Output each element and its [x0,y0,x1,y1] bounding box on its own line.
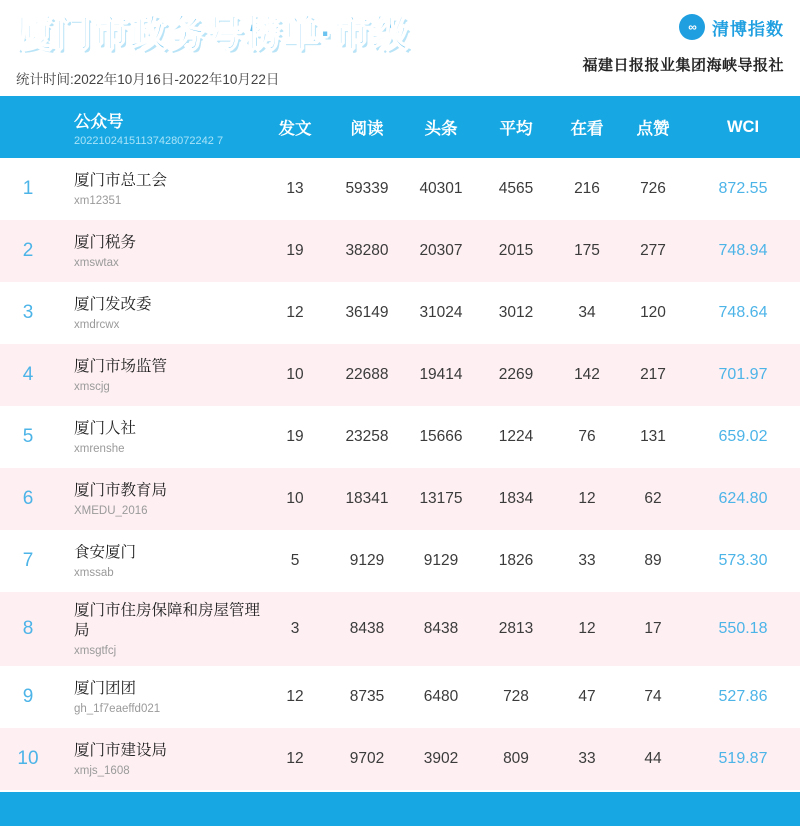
row-top: 19414 [419,366,463,383]
row-top: 3902 [423,750,459,767]
row-top: 20307 [419,242,463,259]
row-posts: 13 [286,180,304,197]
row-top: 6480 [423,688,459,705]
row-watching: 34 [578,304,596,321]
row-top: 9129 [423,552,459,569]
row-reads: 8438 [349,620,385,637]
row-rank: 1 [22,178,34,199]
row-likes: 74 [644,688,662,705]
row-account-title: 厦门人社 [74,419,137,437]
row-account-cell[interactable] [56,666,260,728]
row-average: 809 [503,750,529,767]
row-reads: 36149 [345,304,389,321]
row-top: 8438 [423,620,459,637]
row-watching: 33 [578,552,596,569]
row-likes: 44 [644,750,662,767]
row-likes: 89 [644,552,662,569]
table-row [0,406,800,468]
column-header-account-label: 公众号 [74,112,124,131]
table-row [0,282,800,344]
column-header-rank [0,96,56,158]
row-account-id: xmscjg [74,380,110,393]
row-average: 3012 [498,304,534,321]
row-rank: 6 [22,488,34,509]
row-average: 2015 [498,242,534,259]
row-rank: 4 [22,364,34,385]
column-header-posts: 发文 [278,120,312,138]
row-posts: 19 [286,242,304,259]
row-account-id: gh_1f7eaeffd021 [74,702,161,715]
row-account-id: xmrenshe [74,442,125,455]
row-account-title: 厦门税务 [74,233,137,251]
table-body [0,158,800,790]
row-watching: 12 [578,490,596,507]
row-rank: 10 [17,748,39,769]
row-reads: 22688 [345,366,389,383]
table-row [0,344,800,406]
row-rank: 5 [22,426,34,447]
row-account-cell[interactable] [56,220,260,282]
row-likes: 17 [644,620,662,637]
column-header-likes: 点赞 [636,120,670,138]
row-average: 1224 [498,428,534,445]
row-likes: 217 [640,366,666,383]
row-posts: 12 [286,688,304,705]
table-row [0,592,800,666]
brand-name: 清博指数 [712,19,784,39]
table-row [0,158,800,220]
row-account-title: 厦门团团 [74,679,137,697]
row-account-cell[interactable] [56,158,260,220]
row-reads: 9702 [349,750,385,767]
row-posts: 10 [286,366,304,383]
row-top: 15666 [419,428,463,445]
row-account-cell[interactable] [56,344,260,406]
row-reads: 9129 [349,552,385,569]
row-account-cell[interactable] [56,282,260,344]
page-title: 厦门市政务号榜单·市级 [16,13,410,54]
row-watching: 12 [578,620,596,637]
row-account-title: 厦门市教育局 [74,481,168,499]
row-likes: 277 [640,242,666,259]
row-top: 13175 [419,490,463,507]
row-average: 728 [503,688,529,705]
row-account-cell[interactable] [56,468,260,530]
row-watching: 216 [574,180,600,197]
row-average: 1826 [498,552,534,569]
row-account-id: xmdrcwx [74,318,120,331]
row-average: 1834 [498,490,534,507]
column-header-average: 平均 [499,120,533,138]
row-likes: 120 [640,304,666,321]
row-posts: 12 [286,750,304,767]
table-row [0,728,800,790]
row-wci: 550.18 [718,620,768,637]
page-header [0,0,800,96]
column-header-watching: 在看 [570,120,604,138]
row-account-id: xmjs_1608 [74,764,130,777]
row-posts: 5 [290,552,300,569]
row-posts: 10 [286,490,304,507]
row-account-cell[interactable] [56,592,260,666]
row-account-id: xmswtax [74,256,119,269]
table-header-row [0,96,800,158]
column-header-top: 头条 [424,120,458,138]
row-average: 2269 [498,366,534,383]
row-top: 31024 [419,304,463,321]
row-account-title: 厦门市建设局 [74,741,168,759]
row-reads: 8735 [349,688,385,705]
row-wci: 573.30 [718,552,768,569]
row-account-id: xm12351 [74,194,122,207]
row-rank: 9 [22,686,34,707]
row-account-title: 厦门市总工会 [74,171,168,189]
brand-logo-row [582,14,784,40]
row-account-id: xmsgtfcj [74,644,117,657]
row-account-title: 食安厦门 [74,543,137,561]
row-posts: 12 [286,304,304,321]
table-row [0,666,800,728]
row-average: 4565 [498,180,534,197]
table-head [0,96,800,158]
row-wci: 701.97 [718,366,768,383]
row-account-id: xmssab [74,566,114,579]
row-wci: 624.80 [718,490,768,507]
table-row [0,468,800,530]
column-header-reads: 阅读 [350,120,384,138]
row-watching: 47 [578,688,596,705]
brand-block [582,14,784,75]
row-watching: 33 [578,750,596,767]
row-posts: 19 [286,428,304,445]
row-reads: 23258 [345,428,389,445]
column-header-account [56,96,260,158]
row-wci: 659.02 [718,428,768,445]
statistics-period: 统计时间:2022年10月16日-2022年10月22日 [16,72,280,87]
row-likes: 726 [640,180,666,197]
row-reads: 38280 [345,242,389,259]
table-row [0,530,800,592]
row-likes: 131 [640,428,666,445]
publisher-name: 福建日报报业集团海峡导报社 [582,57,784,74]
row-rank: 7 [22,550,34,571]
row-rank: 8 [22,618,34,639]
column-header-wci: WCI [726,117,760,136]
row-top: 40301 [419,180,463,197]
row-posts: 3 [290,620,300,637]
ranking-table [0,96,800,790]
row-account-cell[interactable] [56,530,260,592]
row-account-title: 厦门市场监管 [74,357,168,375]
row-watching: 76 [578,428,596,445]
row-average: 2813 [498,620,534,637]
row-reads: 18341 [345,490,389,507]
column-header-account-code: 20221024151137428072242 7 [74,134,224,147]
row-account-title: 厦门市住房保障和房屋管理局 [74,601,261,639]
infinity-logo-icon: ∞ [679,14,705,40]
row-wci: 748.94 [718,242,768,259]
row-likes: 62 [644,490,662,507]
row-wci: 872.55 [718,180,768,197]
row-account-cell[interactable] [56,728,260,790]
row-wci: 748.64 [718,304,768,321]
row-watching: 175 [574,242,600,259]
row-wci: 527.86 [718,688,768,705]
row-wci: 519.87 [718,750,768,767]
row-account-id: XMEDU_2016 [74,504,148,517]
row-account-title: 厦门发改委 [74,295,152,313]
table-row [0,220,800,282]
row-account-cell[interactable] [56,406,260,468]
row-reads: 59339 [345,180,389,197]
row-watching: 142 [574,366,600,383]
row-rank: 3 [22,302,34,323]
footer-bar [0,792,800,826]
row-rank: 2 [22,240,34,261]
